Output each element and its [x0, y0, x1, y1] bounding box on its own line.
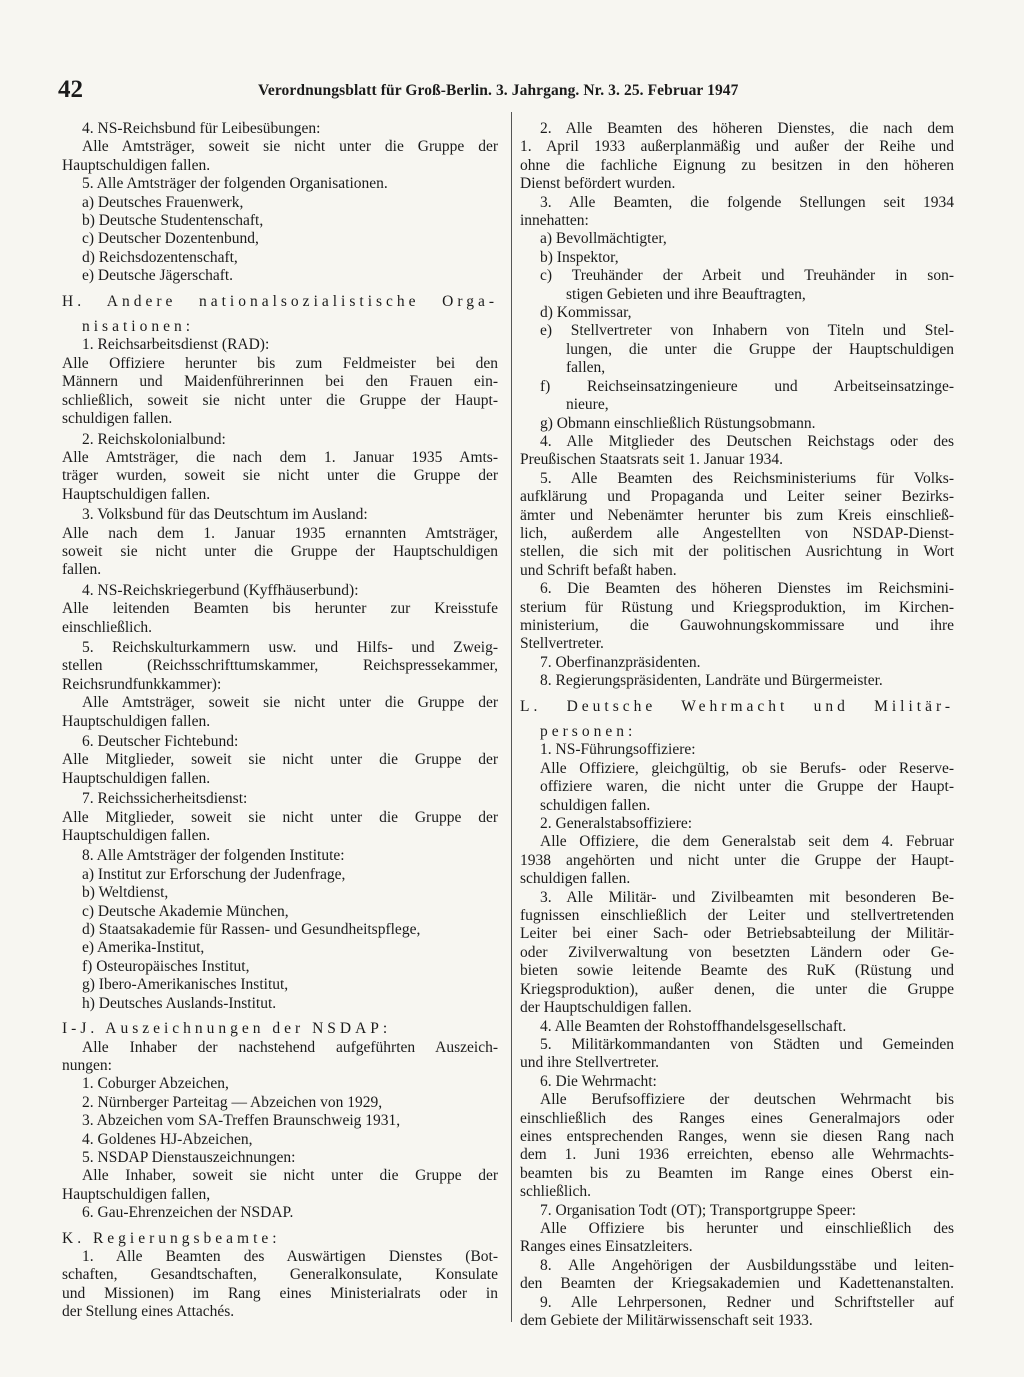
text-line: b) Weltdienst,: [82, 884, 169, 902]
text-line: 1. Coburger Abzeichen,: [82, 1075, 229, 1093]
text-line: ohne die fachliche Eignung zu besitzen in den höheren: [520, 156, 954, 174]
text-line: e) Amerika-Institut,: [82, 939, 205, 957]
text-line: ministerium, die Gauwohnungskommissare und ihre: [520, 616, 954, 634]
text-line: Kriegsproduktion), außer denen, die unter die Gruppe: [520, 980, 954, 998]
text-line: a) Bevollmächtigter,: [540, 230, 667, 248]
text-line: personen:: [540, 723, 637, 740]
text-line: c) Deutscher Dozentenbund,: [82, 230, 259, 248]
text-line: stigen Gebieten und ihre Beauftragten,: [566, 285, 806, 303]
text-line: Alle Mitglieder, soweit sie nicht unter die Gruppe der: [62, 751, 498, 769]
text-line: stellen, die sich mit der politischen Ausrichtung in Wort: [520, 543, 954, 561]
text-line: Alle Offiziere bis herunter und einschließlich des: [540, 1219, 954, 1237]
text-line: Reichsrundfunkkammer):: [62, 675, 222, 693]
text-line: f) Osteuropäisches Institut,: [82, 957, 250, 975]
text-line: 3. Alle Beamten, die folgende Stellungen seit 1934: [540, 193, 954, 211]
text-line: 6. Gau-Ehrenzeichen der NSDAP.: [82, 1204, 294, 1222]
text-line: a) Deutsches Frauenwerk,: [82, 193, 244, 211]
text-line: sterium für Rüstung und Kriegsproduktion, im Kirchen-: [520, 598, 954, 616]
text-line: 8. Alle Amtsträger der folgenden Institute:: [82, 847, 345, 865]
text-line: 7. Organisation Todt (OT); Transportgruppe Speer:: [540, 1201, 857, 1219]
text-line: bieten sowie leitende Beamte des RuK (Rüstung und: [520, 962, 954, 980]
text-line: Leiter bei einer Sach- oder Betriebsabteilung der Militär-: [520, 925, 954, 943]
text-line: 3. Volksbund für das Deutschtum im Ausland:: [82, 506, 368, 524]
text-line: 5. Militärkommandanten von Städten und Gemeinden: [540, 1035, 954, 1053]
column-divider: [511, 112, 512, 1322]
text-line: träger wurden, soweit sie nicht unter die Gruppe der: [62, 467, 498, 485]
text-line: nisationen:: [82, 318, 195, 336]
text-line: 9. Alle Lehrpersonen, Redner und Schriftsteller auf: [540, 1293, 954, 1311]
text-line: 4. NS-Reichsbund für Leibesübungen:: [82, 120, 321, 137]
text-line: 3. Alle Militär- und Zivilbeamten mit besonderen Be-: [540, 888, 954, 906]
text-line: innehatten:: [520, 212, 589, 230]
text-line: c) Treuhänder der Arbeit und Treuhänder in son-: [540, 267, 954, 285]
text-line: 1. Alle Beamten des Auswärtigen Dienstes (Bot-: [82, 1247, 498, 1265]
text-line: Hauptschuldigen fallen.: [62, 769, 211, 787]
text-line: aufklärung und Propaganda und Leiter seiner Bezirks-: [520, 488, 954, 506]
text-line: lich, außerdem alle Angestellten von NSDAP-Dienst-: [520, 524, 954, 542]
text-line: einschließlich des Ranges eines Generalmajors oder: [520, 1109, 954, 1127]
text-line: fugnissen einschließlich der Leiter und stellvertretenden: [520, 907, 954, 925]
text-line: dem Gebiete der Militärwissenschaft seit 1933.: [520, 1312, 813, 1329]
text-line: Ranges eines Einsatzleiters.: [520, 1238, 693, 1256]
text-line: b) Deutsche Studentenschaft,: [82, 212, 264, 230]
text-line: Alle Offiziere, gleichgültig, ob sie Berufs- oder Reserve-: [540, 759, 954, 777]
text-line: 7. Oberfinanzpräsidenten.: [540, 653, 701, 671]
text-line: Stellvertreter.: [520, 635, 604, 653]
text-line: stellen (Reichsschrifttumskammer, Reichspressekammer,: [62, 657, 498, 675]
text-line: Alle leitenden Beamten bis herunter zur Kreisstufe: [62, 600, 498, 618]
page-header: [58, 76, 780, 106]
text-line: Alle nach dem 1. Januar 1935 ernannten Amtsträger,: [62, 524, 498, 542]
text-line: Männern und Maidenführerinnen bei den Frauen ein-: [62, 373, 498, 391]
text-line: 4. Alle Beamten der Rohstoffhandelsgesellschaft.: [540, 1017, 847, 1035]
text-line: 2. Alle Beamten des höheren Dienstes, die nach dem: [540, 120, 954, 137]
text-line: schuldigen fallen.: [520, 870, 631, 888]
text-line: schließlich, soweit sie nicht unter die Gruppe der Haupt-: [62, 391, 498, 409]
page-number: 42: [58, 76, 83, 103]
left-column: [62, 120, 498, 1322]
text-line: 6. Die Beamten des höheren Dienstes im Reichsmini-: [540, 580, 954, 598]
text-line: offiziere waren, die nicht unter die Gruppe der Haupt-: [540, 778, 954, 796]
text-line: L. Deutsche Wehrmacht und Militär-: [520, 697, 954, 715]
right-column: [520, 120, 954, 1330]
text-line: Alle Offiziere herunter bis zum Feldmeister bei den: [62, 354, 498, 372]
text-line: Alle Offiziere, die dem Generalstab seit dem 4. Februar: [540, 833, 954, 851]
text-line: 6. Die Wehrmacht:: [540, 1072, 657, 1090]
text-line: schuldigen fallen.: [540, 796, 651, 814]
text-line: 1. April 1933 außerplanmäßig und außer der Reihe und: [520, 138, 954, 156]
text-line: h) Deutsches Auslands-Institut.: [82, 994, 277, 1012]
text-line: den Beamten der Kriegsakademien und Kadettenanstalten.: [520, 1275, 954, 1293]
text-line: Alle Amtsträger, soweit sie nicht unter die Gruppe der: [82, 138, 498, 156]
text-line: 3. Abzeichen vom SA-Treffen Braunschweig 1931,: [82, 1112, 401, 1130]
text-line: 5. Alle Amtsträger der folgenden Organisationen.: [82, 175, 388, 193]
text-line: Preußischen Staatsrats seit 1. Januar 1934.: [520, 451, 784, 469]
text-line: und ihre Stellvertreter.: [520, 1054, 660, 1072]
text-line: und Schrift befaßt haben.: [520, 561, 677, 579]
text-line: Alle Inhaber der nachstehend aufgeführten Auszeich-: [82, 1038, 498, 1056]
text-line: d) Kommissar,: [540, 304, 632, 322]
text-line: soweit sie nicht unter die Gruppe der Hauptschuldigen: [62, 542, 498, 560]
text-line: e) Deutsche Jägerschaft.: [82, 267, 234, 285]
text-line: 4. NS-Reichskriegerbund (Kyffhäuserbund):: [82, 581, 359, 599]
text-line: ämter und Nebenämter herunter bis zum Kreis einschließ-: [520, 506, 954, 524]
publication-title: Verordnungsblatt für Groß-Berlin. 3. Jahrgang. Nr. 3. 25. Februar 1947: [258, 82, 739, 99]
text-line: 4. Goldenes HJ-Abzeichen,: [82, 1130, 253, 1148]
text-line: 2. Reichskolonialbund:: [82, 430, 226, 448]
text-line: nungen:: [62, 1056, 112, 1074]
text-line: Hauptschuldigen fallen,: [62, 1185, 211, 1203]
text-line: der Stellung eines Attachés.: [62, 1303, 235, 1321]
text-line: b) Inspektor,: [540, 248, 619, 266]
text-line: fallen,: [566, 359, 606, 377]
text-line: schuldigen fallen.: [62, 410, 173, 428]
text-line: c) Deutsche Akademie München,: [82, 902, 289, 920]
text-line: schließlich.: [520, 1183, 592, 1201]
text-line: 8. Alle Angehörigen der Ausbildungsstäbe und leiten-: [540, 1256, 954, 1274]
text-line: d) Staatsakademie für Rassen- und Gesundheitspflege,: [82, 921, 421, 939]
text-line: K. Regierungsbeamte:: [62, 1229, 281, 1247]
text-line: Dienst befördert wurden.: [520, 175, 676, 193]
text-line: lungen, die unter die Gruppe der Hauptschuldigen: [566, 340, 954, 358]
text-line: dem 1. Juni 1936 erreichten, ebenso alle Wehrmachts-: [520, 1146, 954, 1164]
text-line: Hauptschuldigen fallen.: [62, 485, 211, 503]
text-line: beamten bis zu Beamten im Range eines Oberst ein-: [520, 1164, 954, 1182]
text-line: e) Stellvertreter von Inhabern von Titeln und Stel-: [540, 322, 954, 340]
text-line: f) Reichseinsatzingenieure und Arbeitseinsatzinge-: [540, 377, 954, 395]
text-line: 4. Alle Mitglieder des Deutschen Reichstags oder des: [540, 432, 954, 450]
text-line: 1. Reichsarbeitsdienst (RAD):: [82, 336, 270, 354]
text-line: a) Institut zur Erforschung der Judenfrage,: [82, 865, 346, 883]
text-line: 5. Alle Beamten des Reichsministeriums für Volks-: [540, 469, 954, 487]
text-line: Alle Mitglieder, soweit sie nicht unter die Gruppe der: [62, 808, 498, 826]
text-line: Hauptschuldigen fallen.: [62, 712, 211, 730]
text-line: der Hauptschuldigen fallen.: [520, 999, 692, 1017]
text-line: 5. NSDAP Dienstauszeichnungen:: [82, 1148, 296, 1166]
text-line: H. Andere nationalsozialistische Orga-: [62, 292, 498, 310]
text-line: g) Ibero-Amerikanisches Institut,: [82, 976, 289, 994]
text-line: Hauptschuldigen fallen.: [62, 156, 211, 174]
text-line: schaften, Gesandtschaften, Generalkonsulate, Konsulate: [62, 1266, 498, 1284]
text-line: einschließlich.: [62, 618, 152, 636]
text-line: d) Reichsdozentenschaft,: [82, 248, 238, 266]
text-line: Alle Amtsträger, soweit sie nicht unter die Gruppe der: [82, 694, 498, 712]
text-line: Hauptschuldigen fallen.: [62, 827, 211, 845]
text-line: 6. Deutscher Fichtebund:: [82, 733, 239, 750]
text-line: 1938 angehörten und nicht unter die Gruppe der Haupt-: [520, 851, 954, 869]
text-line: 1. NS-Führungsoffiziere:: [540, 741, 696, 759]
text-line: Alle Amtsträger, die nach dem 1. Januar 1935 Amts-: [62, 448, 498, 466]
text-line: 2. Nürnberger Parteitag — Abzeichen von 1929,: [82, 1093, 383, 1111]
text-line: nieure,: [566, 396, 609, 414]
text-line: Alle Berufsoffiziere der deutschen Wehrmacht bis: [540, 1091, 954, 1109]
text-line: 8. Regierungspräsidenten, Landräte und Bürgermeister.: [540, 672, 883, 690]
text-line: 2. Generalstabsoffiziere:: [540, 815, 693, 833]
text-line: I-J. Auszeichnungen der NSDAP:: [62, 1020, 392, 1038]
text-line: 7. Reichssicherheitsdienst:: [82, 790, 248, 808]
text-line: und Missionen) im Rang eines Ministerialrats oder in: [62, 1284, 498, 1302]
text-line: oder Zivilverwaltung von besetzten Ländern oder Ge-: [520, 943, 954, 961]
text-line: 5. Reichskulturkammern usw. und Hilfs- und Zweig-: [82, 638, 498, 656]
text-line: eines entsprechenden Ranges, wenn sie diesen Rang nach: [520, 1127, 954, 1145]
text-line: fallen.: [62, 561, 102, 579]
text-line: g) Obmann einschließlich Rüstungsobmann.: [540, 414, 816, 432]
text-line: Alle Inhaber, soweit sie nicht unter die Gruppe der: [82, 1167, 498, 1185]
